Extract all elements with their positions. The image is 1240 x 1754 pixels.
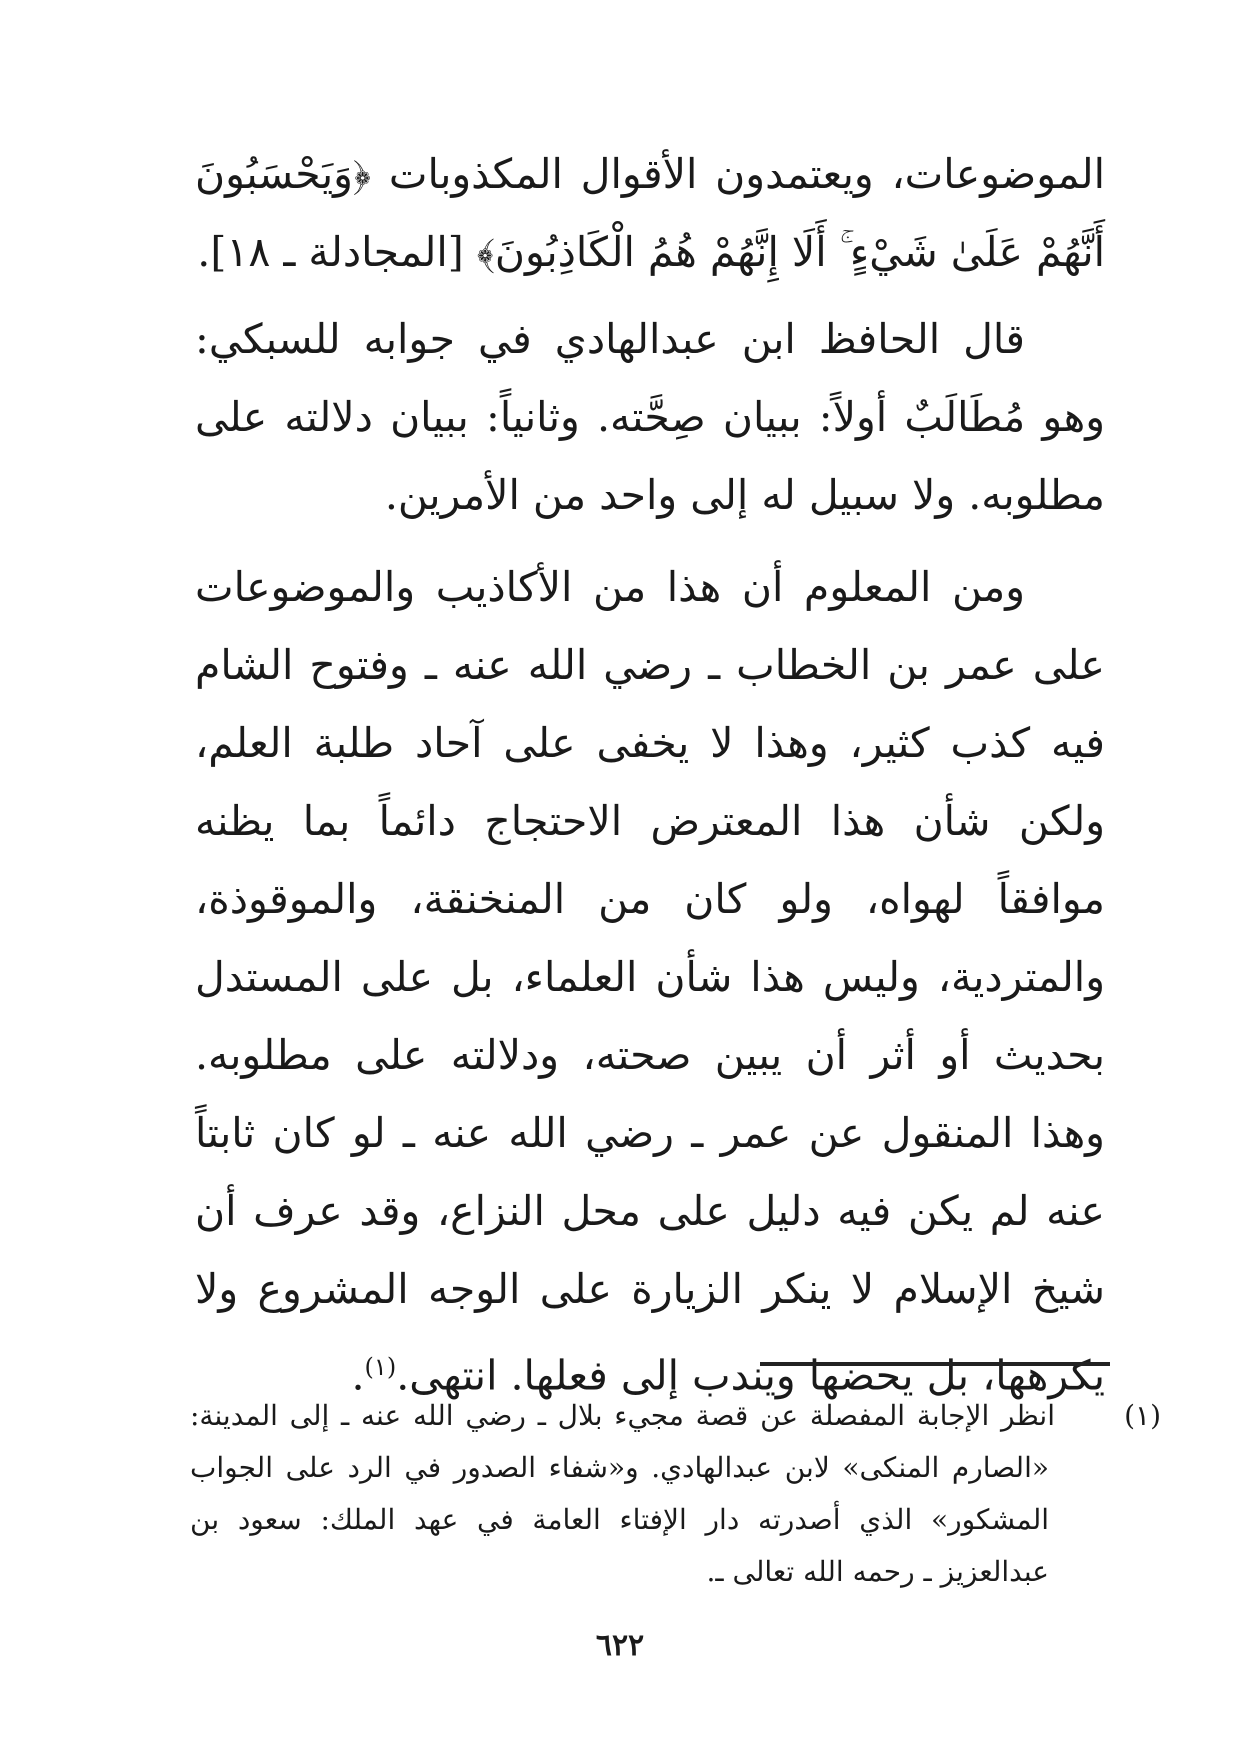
paragraph-text: ومن المعلوم أن هذا من الأكاذيب والموضوعات على عمر بن الخطاب ـ رضي الله عنه ـ وفتوح الشام فيه كذب كثير، وهذا لا يخفى على آحاد طلبة العلم، ولكن شأن هذا المعترض الاحتجاج دائماً بما يظنه موافقاً لهواه، ولو كان من المنخنقة، والموقوذة، والمتردية، وليس هذا شأن العلماء، بل على المستدل بحديث أو أثر أن يبين صحته، ودلالته على مطلوبه. وهذا المنقول عن عمر ـ رضي الله عنه ـ لو كان ثابتاً عنه لم يكن فيه دليل على محل النزاع، وقد عرف أن شيخ الإسلام لا ينكر الزيارة على الوجه المشروع ولا يكرهها، بل يحضها ويندب إلى فعلها. انتهى. xyxy=(195,563,1105,1400)
paragraph-end-mark: . xyxy=(351,1351,365,1400)
footnote-marker: (١) xyxy=(1124,1399,1161,1432)
paragraph-quran-verse xyxy=(195,135,1105,291)
footnote-reference[interactable]: (١) xyxy=(364,1353,397,1381)
paragraph-text: قال الحافظ ابن عبدالهادي في جوابه للسبكي: وهو مُطَالَبٌ أولاً: ببيان صِحَّته. وثانياً: ببيان دلالته على مطلوبه. ولا سبيل له إلى واحد من الأمرين. xyxy=(195,315,1105,519)
footnote xyxy=(190,1390,1161,1598)
page-number: ٦٢٢ xyxy=(595,1628,645,1663)
footnote-body xyxy=(190,1390,1161,1598)
footnote-divider xyxy=(760,1362,1110,1366)
paragraph-main-argument xyxy=(195,548,1105,1415)
paragraph-text-container xyxy=(195,548,1105,1415)
footnote-text: انظر الإجابة المفصلة عن قصة مجيء بلال ـ رضي الله عنه ـ إلى المدينة: «الصارم المنكى» لابن عبدالهادي. و«شفاء الصدور في الرد على الجواب المشكور» الذي أصدرته دار الإفتاء العامة في عهد الملك: سعود بن عبدالعزيز ـ رحمه الله تعالى ـ. xyxy=(190,1399,1055,1588)
paragraph-text: الموضوعات، ويعتمدون الأقوال المكذوبات ﴿وَيَحْسَبُونَ أَنَّهُمْ عَلَىٰ شَيْءٍ ۚ أَلَا إِنَّهُمْ هُمُ الْكَاذِبُونَ﴾ [المجادلة ـ ١٨]. xyxy=(195,150,1105,276)
paragraph-ibn-abdulhadi-quote xyxy=(195,300,1105,534)
